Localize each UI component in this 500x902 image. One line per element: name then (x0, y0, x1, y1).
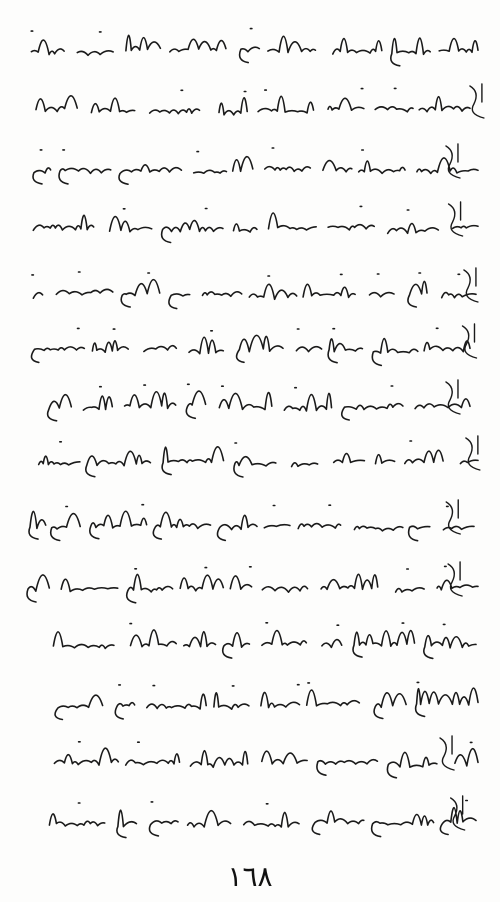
marginal-note-stroke (446, 380, 460, 414)
manuscript-line (0, 430, 500, 486)
manuscript-line (0, 556, 500, 612)
marginal-note-stroke (464, 268, 478, 302)
manuscript-line (0, 196, 500, 252)
marginal-note-stroke (470, 84, 484, 118)
handwriting-strokes (0, 374, 500, 430)
marginal-note-stroke (466, 436, 480, 470)
page-number: ١٦٨ (227, 860, 273, 893)
manuscript-line (0, 18, 500, 74)
manuscript-line (0, 790, 500, 846)
ink-stroke (31, 29, 478, 66)
handwriting-strokes (0, 556, 500, 612)
ink-stroke (33, 148, 478, 184)
manuscript-line (0, 374, 500, 430)
manuscript-line (0, 494, 500, 550)
manuscript-line (0, 672, 500, 728)
ink-stroke (55, 682, 478, 719)
ink-stroke (33, 206, 478, 242)
handwriting-strokes (0, 790, 500, 846)
handwriting-strokes (0, 430, 500, 486)
marginal-note-stroke (462, 324, 476, 358)
manuscript-line (0, 612, 500, 668)
handwriting-strokes (0, 730, 500, 786)
manuscript-line (0, 78, 500, 134)
manuscript-line (0, 138, 500, 194)
marginal-note-stroke (440, 736, 454, 770)
marginal-note-stroke (449, 202, 463, 236)
manuscript-line (0, 262, 500, 318)
ink-stroke (31, 328, 470, 365)
manuscript-line (0, 730, 500, 786)
handwriting-strokes (0, 672, 500, 728)
handwriting-strokes (0, 318, 500, 374)
handwriting-strokes (0, 612, 500, 668)
manuscript-line (0, 318, 500, 374)
handwriting-strokes (0, 494, 500, 550)
ink-stroke (29, 505, 474, 541)
marginal-note-stroke (448, 562, 462, 596)
handwriting-strokes (0, 78, 500, 134)
ink-stroke (32, 272, 476, 309)
ink-stroke (36, 88, 470, 115)
ink-stroke (49, 801, 476, 838)
ink-stroke (27, 566, 478, 602)
handwriting-strokes (0, 18, 500, 74)
ink-stroke (53, 623, 476, 659)
marginal-note-stroke (446, 500, 460, 534)
ink-stroke (39, 441, 478, 477)
handwriting-strokes (0, 138, 500, 194)
handwriting-strokes (0, 262, 500, 318)
handwriting-strokes (0, 196, 500, 252)
ink-stroke (54, 742, 478, 778)
ink-stroke (48, 384, 470, 421)
